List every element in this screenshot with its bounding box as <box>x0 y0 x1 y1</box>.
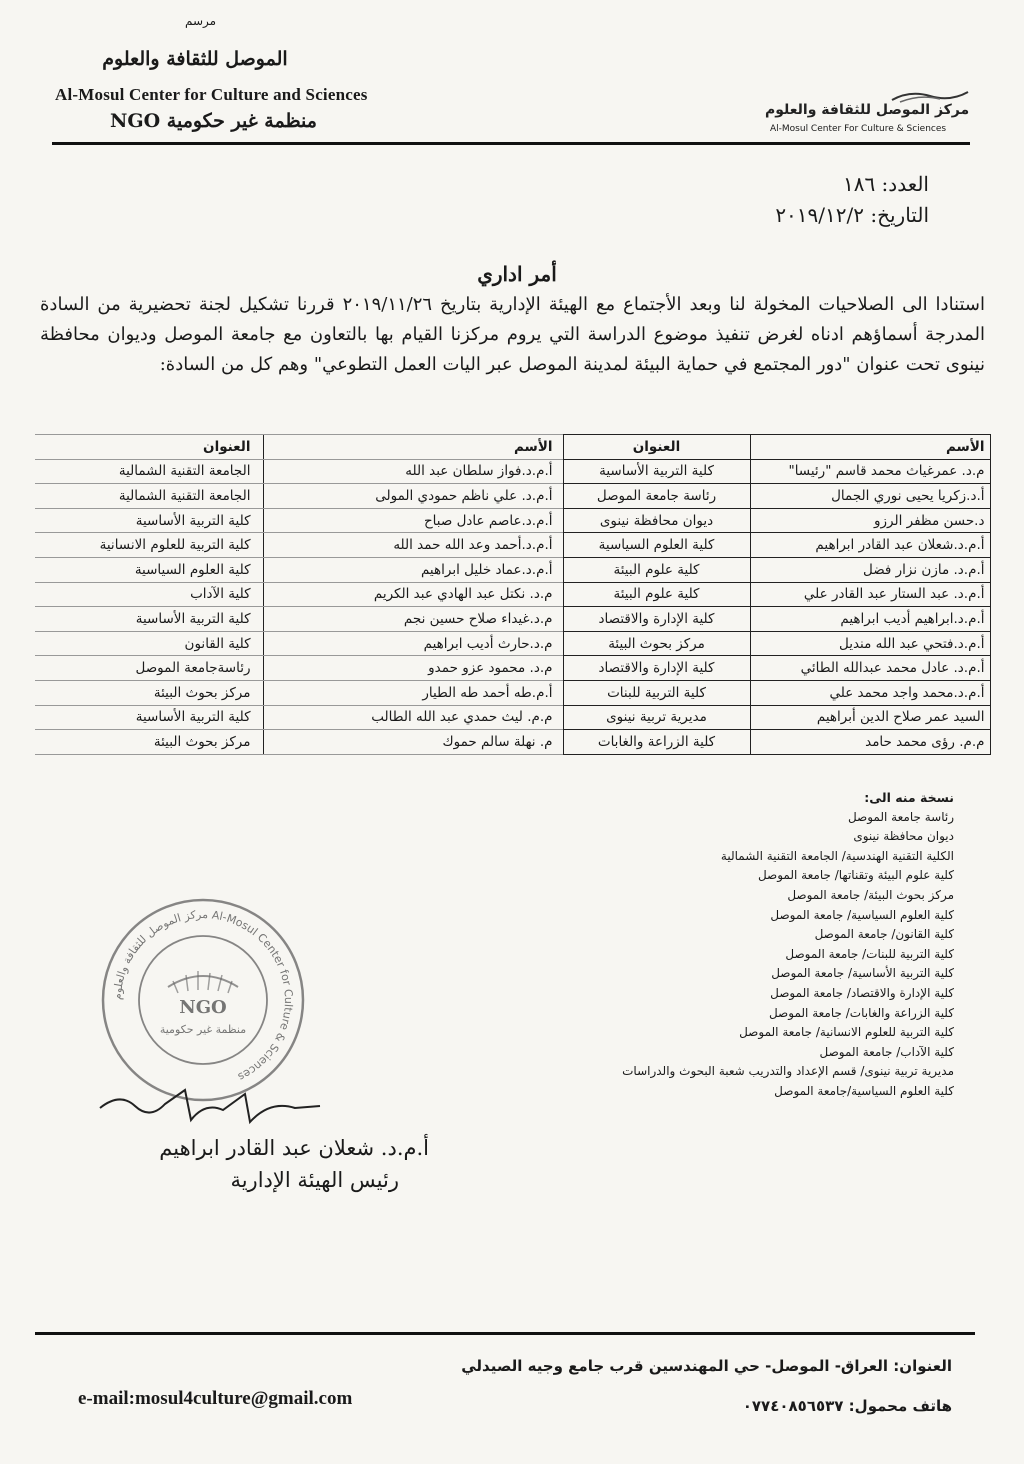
document-number: العدد: ١٨٦ <box>842 172 929 196</box>
table-cell: كلية التربية الأساسية <box>563 459 750 484</box>
table-row <box>35 730 990 755</box>
list-item: كلية علوم البيئة وتقناتها/ جامعة الموصل <box>757 868 954 883</box>
table-cell: م.د. عمرغياث محمد قاسم "رئيسا" <box>750 459 990 484</box>
list-item: مركز بحوث البيئة/ جامعة الموصل <box>787 887 954 902</box>
stamp-center-label: NGO <box>179 997 227 1018</box>
table-cell: م. نهلة سالم حموك <box>263 730 563 755</box>
table-cell: الجامعة التقنية الشمالية <box>35 459 263 484</box>
table-row <box>35 582 990 607</box>
list-item: كلية الآداب/ جامعة الموصل <box>819 1044 954 1059</box>
footer-address: العنوان: العراق- الموصل- حي المهندسين قرب جامع وجيه الصيدلي <box>461 1357 952 1375</box>
table-cell: كلية التربية الأساسية <box>35 705 263 730</box>
table-cell: كلية علوم البيئة <box>563 582 750 607</box>
table-cell: كلية الإدارة والاقتصاد <box>563 656 750 681</box>
table-cell: كلية علوم البيئة <box>563 557 750 582</box>
table-cell: أ.د.زكريا يحيى نوري الجمال <box>750 484 990 509</box>
list-item: كلية التربية الأساسية/ جامعة الموصل <box>771 966 954 981</box>
signatory-name: أ.م.د. شعلان عبد القادر ابراهيم <box>159 1136 429 1160</box>
table-cell: كلية العلوم السياسية <box>563 533 750 558</box>
table-row <box>35 484 990 509</box>
table-cell: كلية التربية الأساسية <box>35 607 263 632</box>
table-row <box>35 631 990 656</box>
table-row <box>35 680 990 705</box>
header-divider <box>52 142 970 145</box>
column-header: الأسم <box>263 435 563 460</box>
signature-scribble <box>95 1080 325 1135</box>
table-row <box>35 459 990 484</box>
table-cell: مركز بحوث البيئة <box>563 631 750 656</box>
table-cell: أ.م.د. مازن نزار فضل <box>750 557 990 582</box>
table-cell: م.د. نكتل عبد الهادي عبد الكريم <box>263 582 563 607</box>
table-cell: أ.م.د.فواز سلطان عبد الله <box>263 459 563 484</box>
document-title: أمر اداري <box>477 262 557 286</box>
table-cell: أ.م.طه أحمد طه الطيار <box>263 680 563 705</box>
table-cell: م.د. محمود عزو حمدو <box>263 656 563 681</box>
table-cell: كلية القانون <box>35 631 263 656</box>
table-cell: م.د.حارث أديب ابراهيم <box>263 631 563 656</box>
table-cell: كلية العلوم السياسية <box>35 557 263 582</box>
table-row <box>35 557 990 582</box>
table-cell: أ.م.د.شعلان عبد القادر ابراهيم <box>750 533 990 558</box>
ngo-label: منظمة غير حكومية NGO <box>110 110 317 132</box>
copy-to-list <box>622 788 954 1102</box>
copy-to-title: نسخة منه الى: <box>864 790 954 805</box>
table-row <box>35 656 990 681</box>
table-cell: السيد عمر صلاح الدين أبراهيم <box>750 705 990 730</box>
table-cell: أ.م.د. عادل محمد عبدالله الطائي <box>750 656 990 681</box>
list-item: مديرية تربية نينوى/ قسم الإعداد والتدريب شعبة البحوث والدراسات <box>622 1064 954 1079</box>
table-cell: كلية التربية للبنات <box>563 680 750 705</box>
table-cell: كلية الزراعة والغابات <box>563 730 750 755</box>
table-cell: كلية التربية للعلوم الانسانية <box>35 533 263 558</box>
table-cell: أ.م.د.عاصم عادل صباح <box>263 508 563 533</box>
table-cell: م.م. ليث حمدي عبد الله الطالب <box>263 705 563 730</box>
table-row <box>35 533 990 558</box>
list-item: الكلية التقنية الهندسية/ الجامعة التقنية الشمالية <box>720 848 954 863</box>
list-item: ديوان محافظة نينوى <box>853 829 954 844</box>
table-cell: م.د.غيداء صلاح حسين نجم <box>263 607 563 632</box>
table-row <box>35 705 990 730</box>
table-cell: الجامعة التقنية الشمالية <box>35 484 263 509</box>
list-item: كلية العلوم السياسية/جامعة الموصل <box>774 1083 954 1098</box>
table-cell: كلية الإدارة والاقتصاد <box>563 607 750 632</box>
org-name-arabic: الموصل للثقافة والعلوم <box>102 48 288 70</box>
body-paragraph: استنادا الى الصلاحيات المخولة لنا وبعد الأجتماع مع الهيئة الإدارية بتاريخ ٢٠١٩/١١/٢٦ قررنا تشكيل لجنة تحضيرية من السادة المدرجة أسماؤهم ادناه لغرض تنفيذ موضوع الدراسة التي يروم مركزنا القيام بها بالتعاون مع جامعة الموصل وديوان محافظة نينوى تحت عنوان "دور المجتمع في حماية البيئة لمدينة الموصل عبر اليات العمل التطوعي" وهم كل من السادة: <box>40 294 986 375</box>
table-cell: د.حسن مظفر الرزو <box>750 508 990 533</box>
list-item: كلية القانون/ جامعة الموصل <box>814 927 954 942</box>
footer-email[interactable]: e-mail:mosul4culture@gmail.com <box>78 1388 353 1409</box>
table-cell: ديوان محافظة نينوى <box>563 508 750 533</box>
table-cell: كلية التربية الأساسية <box>35 508 263 533</box>
org-name-english: Al-Mosul Center for Culture and Sciences <box>55 85 368 104</box>
list-item: كلية التربية للبنات/ جامعة الموصل <box>785 946 954 961</box>
table-cell: أ.م.د.محمد واجد محمد علي <box>750 680 990 705</box>
table-cell: أ.م.د.ابراهيم أديب ابراهيم <box>750 607 990 632</box>
list-item: كلية الإدارة والاقتصاد/ جامعة الموصل <box>770 985 954 1000</box>
stamp-center-sub: منظمة غير حكومية <box>159 1023 247 1036</box>
committee-table <box>35 434 991 755</box>
table-cell: مديرية تربية نينوى <box>563 705 750 730</box>
list-item: كلية العلوم السياسية/ جامعة الموصل <box>770 907 954 922</box>
table-row <box>35 607 990 632</box>
logo-text-english: Al-Mosul Center For Culture & Sciences <box>770 124 947 134</box>
column-header: العنوان <box>563 435 750 460</box>
stamp-ring-text: مركز الموصل للثقافة والعلوم Al-Mosul Center for Culture & Sciences <box>110 907 296 1084</box>
table-cell: رئاسةجامعة الموصل <box>35 656 263 681</box>
table-cell: أ.م.د. علي ناظم حمودي المولى <box>263 484 563 509</box>
table-cell: أ.م.د.عماد خليل ابراهيم <box>263 557 563 582</box>
column-header: الأسم <box>750 435 990 460</box>
table-cell: أ.م.د. عبد الستار عبد القادر علي <box>750 582 990 607</box>
table-cell: أ.م.د.فتحي عبد الله منديل <box>750 631 990 656</box>
footer-divider <box>35 1332 975 1335</box>
table-cell: مركز بحوث البيئة <box>35 680 263 705</box>
table-header-row <box>35 435 990 460</box>
table-cell: مركز بحوث البيئة <box>35 730 263 755</box>
list-item: كلية الزراعة والغابات/ جامعة الموصل <box>768 1005 954 1020</box>
logo-text-arabic: مركز الموصل للثقافة والعلوم <box>765 102 970 118</box>
signatory-role: رئيس الهيئة الإدارية <box>230 1168 399 1192</box>
table-cell: كلية الآداب <box>35 582 263 607</box>
list-item: كلية التربية للعلوم الانسانية/ جامعة الموصل <box>739 1025 954 1040</box>
footer-phone: هاتف محمول: ٠٧٧٤٠٨٥٦٥٣٧ <box>742 1397 952 1415</box>
table-cell: م.م. رؤى محمد حامد <box>750 730 990 755</box>
official-stamp <box>98 895 308 1105</box>
table-cell: رئاسة جامعة الموصل <box>563 484 750 509</box>
table-row <box>35 508 990 533</box>
document-date: التاريخ: ٢٠١٩/١٢/٢ <box>775 203 929 227</box>
list-item: رئاسة جامعة الموصل <box>847 809 954 824</box>
header-small-mark: مرسم <box>185 14 217 28</box>
column-header: العنوان <box>35 435 263 460</box>
table-cell: أ.م.د.أحمد وعد الله حمد الله <box>263 533 563 558</box>
